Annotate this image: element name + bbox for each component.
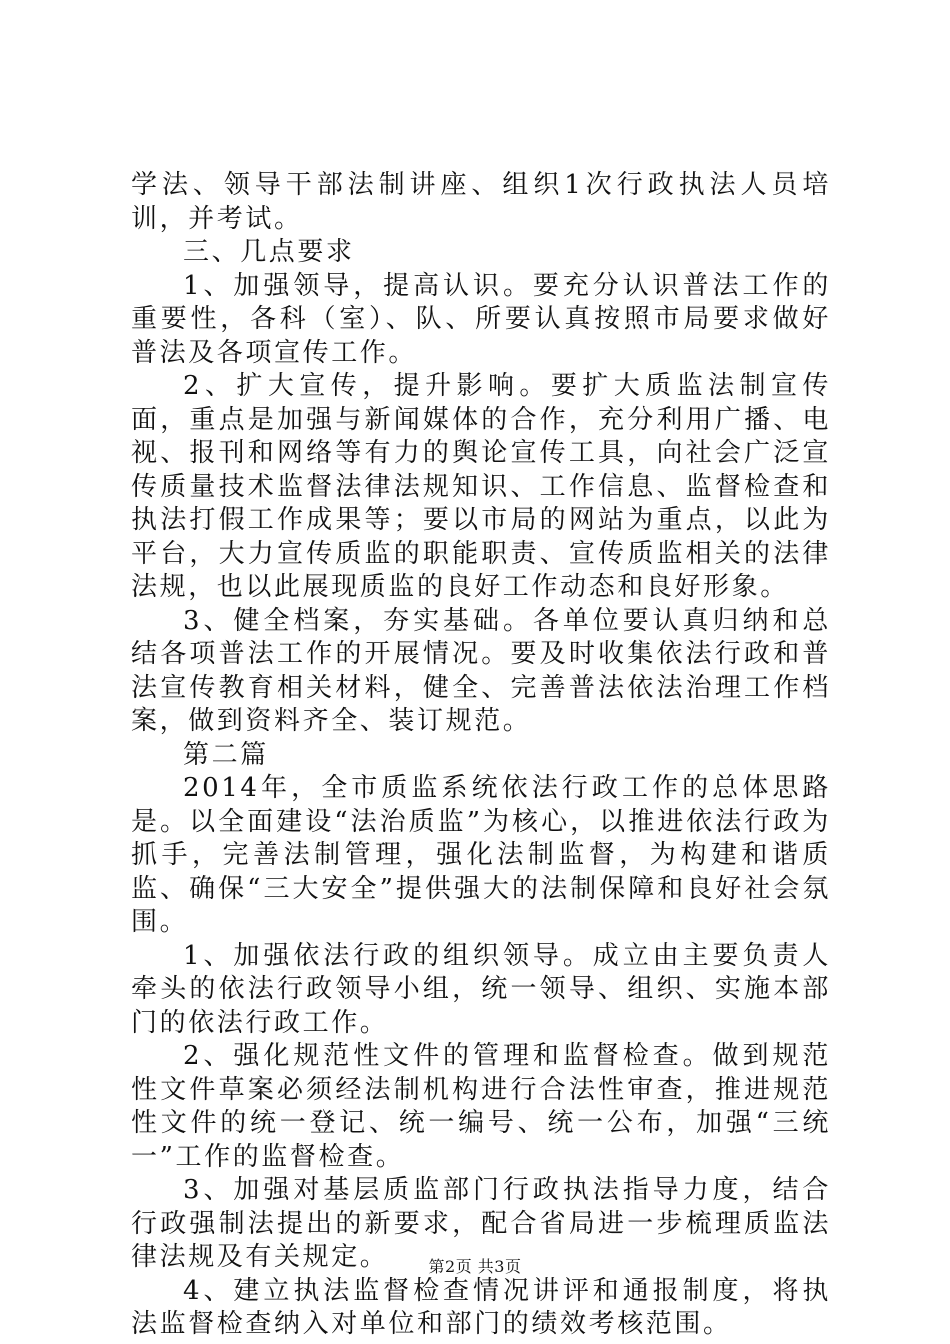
paragraph: 1、加强领导，提高认识。要充分认识普法工作的重要性，各科（室）、队、所要认真按照市局要求做好普法及各项宣传工作。 — [131, 270, 831, 368]
paragraph: 2、强化规范性文件的管理和监督检查。做到规范性文件草案必须经法制机构进行合法性审查，推进规范性文件的统一登记、统一编号、统一公布，加强“三统一”工作的监督检查。 — [131, 1041, 831, 1172]
paragraph: 2014年，全市质监系统依法行政工作的总体思路是。以全面建设“法治质监”为核心，以推进依法行政为抓手，完善法制管理，强化法制监督，为构建和谐质监、确保“三大安全”提供强大的法制保障和良好社会氛围。 — [131, 773, 831, 937]
paragraph: 3、健全档案，夯实基础。各单位要认真归纳和总结各项普法工作的开展情况。要及时收集依法行政和普法宣传教育相关材料，健全、完善普法依法治理工作档案，做到资料齐全、装订规范。 — [131, 605, 831, 736]
paragraph: 3、加强对基层质监部门行政执法指导力度，结合行政强制法提出的新要求，配合省局进一步梳理质监法律法规及有关规定。 — [131, 1175, 831, 1272]
page-footer: 第2页 共3页 — [428, 1257, 522, 1276]
section-heading: 第二篇 — [183, 739, 269, 770]
section-heading: 三、几点要求 — [183, 237, 355, 267]
paragraph: 2、扩大宣传，提升影响。要扩大质监法制宣传面，重点是加强与新闻媒体的合作，充分利用广播、电视、报刊和网络等有力的舆论宣传工具，向社会广泛宣传质量技术监督法律法规知识、工作信息、监督检查和执法打假工作成果等；要以市局的网站为重点，以此为平台，大力宣传质监的职能职责、宣传质监相关的法律法规，也以此展现质监的良好工作动态和良好形象。 — [131, 371, 831, 602]
body-text — [131, 169, 831, 1342]
paragraph: 1、加强依法行政的组织领导。成立由主要负责人牵头的依法行政领导小组，统一领导、组织、实施本部门的依法行政工作。 — [131, 940, 831, 1038]
paragraph: 4、建立执法监督检查情况讲评和通报制度，将执法监督检查纳入对单位和部门的绩效考核范围。 — [131, 1275, 831, 1339]
paragraph: 学法、领导干部法制讲座、组织1次行政执法人员培训，并考试。 — [131, 170, 831, 234]
